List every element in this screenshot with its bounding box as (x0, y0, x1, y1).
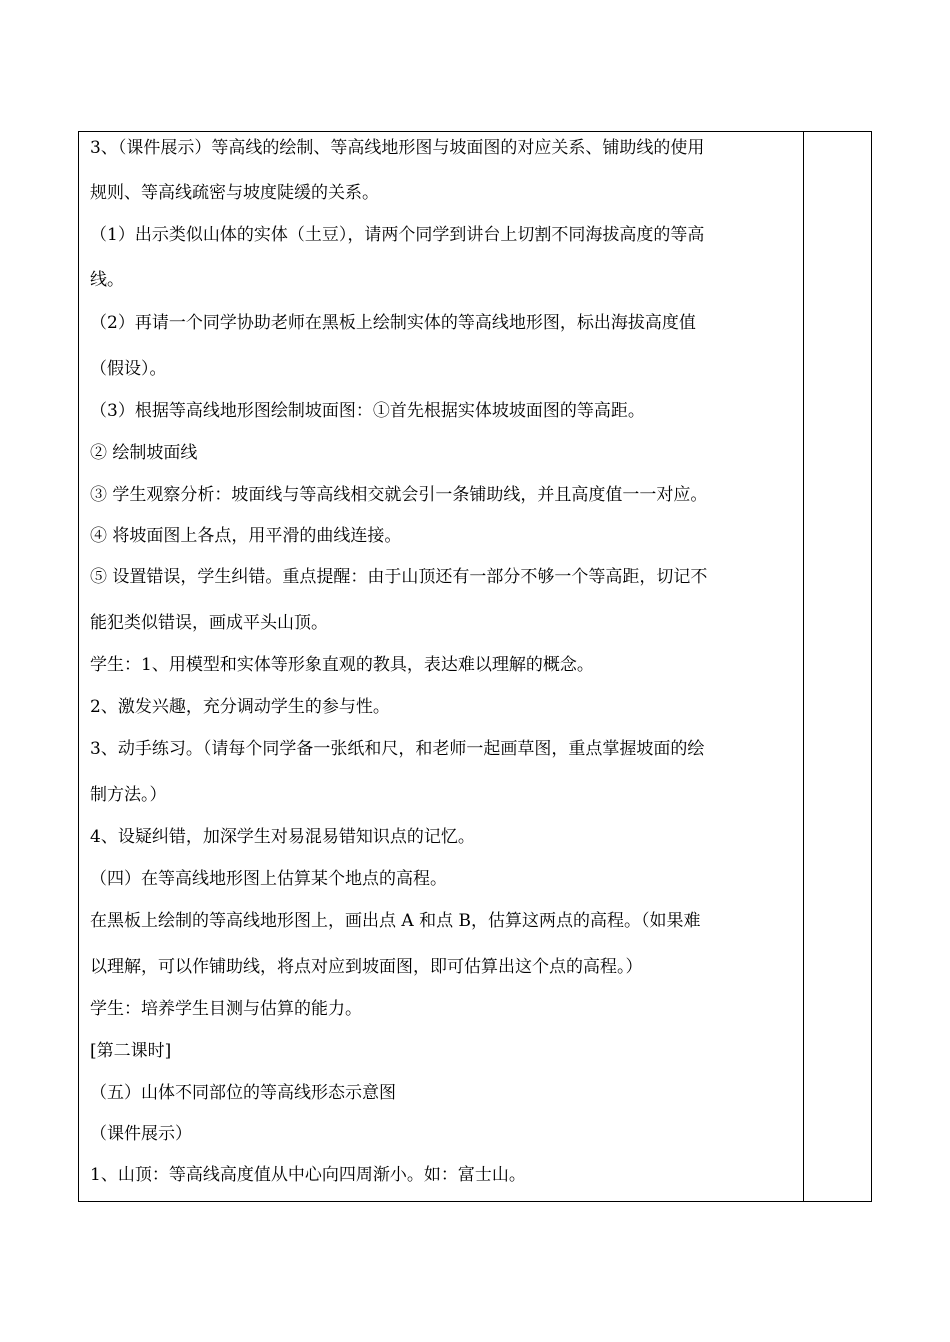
text-line: （课件展示） (90, 1124, 192, 1144)
text-line: （四）在等高线地形图上估算某个地点的高程。 (90, 869, 447, 889)
text-line: [第二课时] (90, 1041, 172, 1061)
text-line: 4、设疑纠错，加深学生对易混易错知识点的记忆。 (90, 827, 475, 847)
text-line: 2、激发兴趣，充分调动学生的参与性。 (90, 697, 390, 717)
text-line: （1）出示类似山体的实体（土豆），请两个同学到讲台上切割不同海拔高度的等高 (90, 225, 705, 245)
text-line: 能犯类似错误，画成平头山顶。 (90, 613, 328, 633)
text-line: ⑤ 设置错误，学生纠错。重点提醒：由于山顶还有一部分不够一个等高距，切记不 (90, 567, 708, 587)
text-line: 3、（课件展示）等高线的绘制、等高线地形图与坡面图的对应关系、铺助线的使用 (90, 138, 705, 158)
text-line: ② 绘制坡面线 (90, 443, 198, 463)
text-line: （3）根据等高线地形图绘制坡面图：①首先根据实体坡坡面图的等高距。 (90, 401, 645, 421)
text-line: 在黑板上绘制的等高线地形图上，画出点 A 和点 B，估算这两点的高程。（如果难 (90, 911, 701, 931)
text-line: （2）再请一个同学协助老师在黑板上绘制实体的等高线地形图，标出海拔高度值 (90, 313, 696, 333)
text-line: ④ 将坡面图上各点，用平滑的曲线连接。 (90, 526, 402, 546)
text-line: 以理解，可以作铺助线，将点对应到坡面图，即可估算出这个点的高程。） (90, 957, 643, 977)
text-line: （五）山体不同部位的等高线形态示意图 (90, 1083, 396, 1103)
text-line: 规则、等高线疏密与坡度陡缓的关系。 (90, 183, 379, 203)
text-line: 制方法。） (90, 785, 167, 805)
text-line: 学生：1、用模型和实体等形象直观的教具，表达难以理解的概念。 (90, 655, 594, 675)
text-line: 3、动手练习。（请每个同学备一张纸和尺，和老师一起画草图，重点掌握坡面的绘 (90, 739, 705, 759)
text-line: （假设）。 (90, 359, 167, 379)
remarks-column-divider (803, 132, 804, 1201)
lesson-table (78, 131, 872, 1202)
text-line: 线。 (90, 270, 124, 290)
text-line: 学生：培养学生目测与估算的能力。 (90, 999, 362, 1019)
text-line: ③ 学生观察分析：坡面线与等高线相交就会引一条铺助线，并且高度值一一对应。 (90, 485, 708, 505)
text-line: 1、山顶：等高线高度值从中心向四周渐小。如：富士山。 (90, 1165, 526, 1185)
